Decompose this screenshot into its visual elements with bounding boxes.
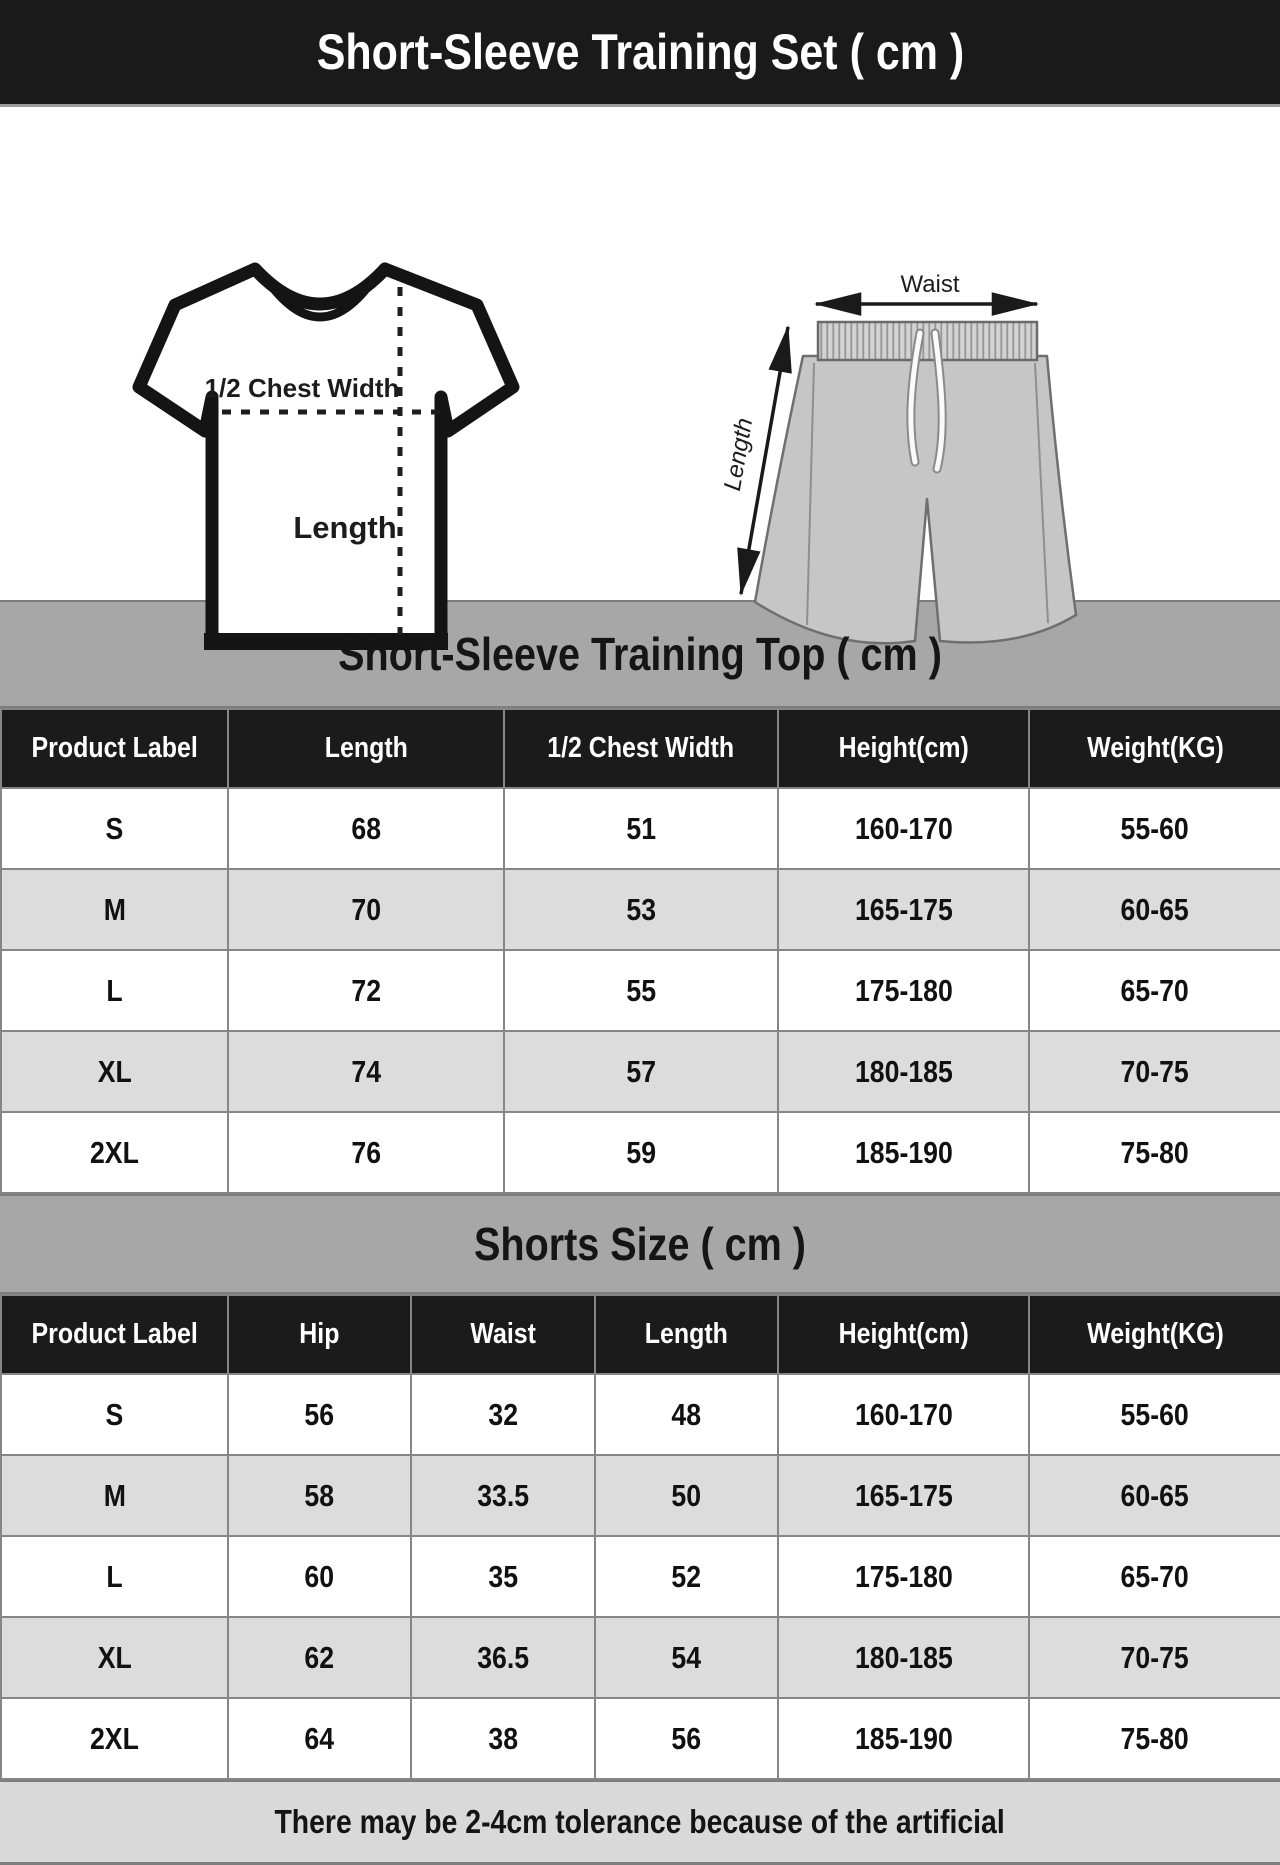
table-cell: 160-170: [778, 788, 1029, 869]
table-row: [1, 1536, 1280, 1617]
table-cell: 59: [504, 1112, 778, 1193]
table-cell: 72: [228, 950, 504, 1031]
table-cell: M: [1, 869, 228, 950]
table-cell: 64: [228, 1698, 411, 1779]
table-cell: 180-185: [778, 1617, 1029, 1698]
table-cell: 62: [228, 1617, 411, 1698]
top-table-title: Short-Sleeve Training Top ( cm ): [338, 628, 942, 680]
table-cell: 180-185: [778, 1031, 1029, 1112]
table-cell: 70: [228, 869, 504, 950]
table-cell: 160-170: [778, 1374, 1029, 1455]
tolerance-note: There may be 2-4cm tolerance because of the artificial: [274, 1803, 1006, 1840]
measurement-diagrams: [0, 107, 1280, 600]
table-cell: 75-80: [1029, 1698, 1280, 1779]
table-cell: 50: [595, 1455, 778, 1536]
column-header: Height(cm): [778, 709, 1029, 788]
column-header: Weight(KG): [1029, 1295, 1280, 1374]
table-cell: 165-175: [778, 1455, 1029, 1536]
page-title-text: Short-Sleeve Training Set ( cm ): [316, 24, 964, 80]
shorts-waistband: [818, 322, 1037, 360]
shorts-size-table: [0, 1294, 1280, 1780]
column-header: Product Label: [1, 1295, 228, 1374]
table-row: [1, 1698, 1280, 1779]
shorts-length-label: Length: [718, 415, 759, 493]
table-row: [1, 869, 1280, 950]
table-cell: 2XL: [1, 1698, 228, 1779]
shorts-waist-label: Waist: [900, 271, 960, 298]
column-header: Weight(KG): [1029, 709, 1280, 788]
header-row: [1, 1295, 1280, 1374]
table-cell: 60-65: [1029, 1455, 1280, 1536]
table-cell: 70-75: [1029, 1617, 1280, 1698]
table-cell: M: [1, 1455, 228, 1536]
table-row: [1, 788, 1280, 869]
table-cell: 60: [228, 1536, 411, 1617]
table-row: [1, 1455, 1280, 1536]
table-cell: 36.5: [411, 1617, 595, 1698]
table-cell: 175-180: [778, 950, 1029, 1031]
table-cell: L: [1, 950, 228, 1031]
table-cell: 51: [504, 788, 778, 869]
table-cell: 55: [504, 950, 778, 1031]
table-cell: 60-65: [1029, 869, 1280, 950]
table-cell: 165-175: [778, 869, 1029, 950]
top-size-table-body: [1, 788, 1280, 1193]
table-cell: 52: [595, 1536, 778, 1617]
table-cell: 76: [228, 1112, 504, 1193]
table-cell: 53: [504, 869, 778, 950]
table-cell: 57: [504, 1031, 778, 1112]
tshirt-length-label: Length: [293, 510, 397, 545]
table-cell: 54: [595, 1617, 778, 1698]
table-cell: 33.5: [411, 1455, 595, 1536]
column-header: 1/2 Chest Width: [504, 709, 778, 788]
table-row: [1, 950, 1280, 1031]
table-cell: 175-180: [778, 1536, 1029, 1617]
table-cell: 74: [228, 1031, 504, 1112]
shorts-table-title-band: [0, 1194, 1280, 1294]
table-cell: 65-70: [1029, 950, 1280, 1031]
table-cell: 55-60: [1029, 1374, 1280, 1455]
table-cell: 185-190: [778, 1698, 1029, 1779]
table-cell: 58: [228, 1455, 411, 1536]
table-cell: 185-190: [778, 1112, 1029, 1193]
table-row: [1, 1617, 1280, 1698]
tolerance-note-bar: [0, 1780, 1280, 1865]
table-row: [1, 1031, 1280, 1112]
column-header: Product Label: [1, 709, 228, 788]
table-row: [1, 1374, 1280, 1455]
table-cell: 68: [228, 788, 504, 869]
column-header: Length: [228, 709, 504, 788]
table-row: [1, 1112, 1280, 1193]
table-cell: XL: [1, 1617, 228, 1698]
table-cell: 75-80: [1029, 1112, 1280, 1193]
table-cell: S: [1, 788, 228, 869]
table-cell: 38: [411, 1698, 595, 1779]
table-cell: 35: [411, 1536, 595, 1617]
table-cell: 32: [411, 1374, 595, 1455]
header-row: [1, 709, 1280, 788]
table-cell: S: [1, 1374, 228, 1455]
shorts-table-title: Shorts Size ( cm ): [474, 1218, 806, 1270]
column-header: Height(cm): [778, 1295, 1029, 1374]
table-cell: 56: [228, 1374, 411, 1455]
shorts-size-table-header: [1, 1295, 1280, 1374]
table-cell: 48: [595, 1374, 778, 1455]
top-size-table-header: [1, 709, 1280, 788]
column-header: Hip: [228, 1295, 411, 1374]
table-cell: 55-60: [1029, 788, 1280, 869]
table-cell: 65-70: [1029, 1536, 1280, 1617]
table-cell: 70-75: [1029, 1031, 1280, 1112]
page-title: [264, 23, 1017, 81]
shorts-size-table-body: [1, 1374, 1280, 1779]
tshirt-diagram: [95, 235, 525, 680]
table-cell: 2XL: [1, 1112, 228, 1193]
page-title-bar: [0, 0, 1280, 107]
column-header: Length: [595, 1295, 778, 1374]
tshirt-outline: [139, 269, 513, 643]
table-cell: 56: [595, 1698, 778, 1779]
column-header: Waist: [411, 1295, 595, 1374]
table-cell: L: [1, 1536, 228, 1617]
top-size-table: [0, 708, 1280, 1194]
tshirt-chest-width-label: 1/2 Chest Width: [204, 373, 400, 403]
table-cell: XL: [1, 1031, 228, 1112]
